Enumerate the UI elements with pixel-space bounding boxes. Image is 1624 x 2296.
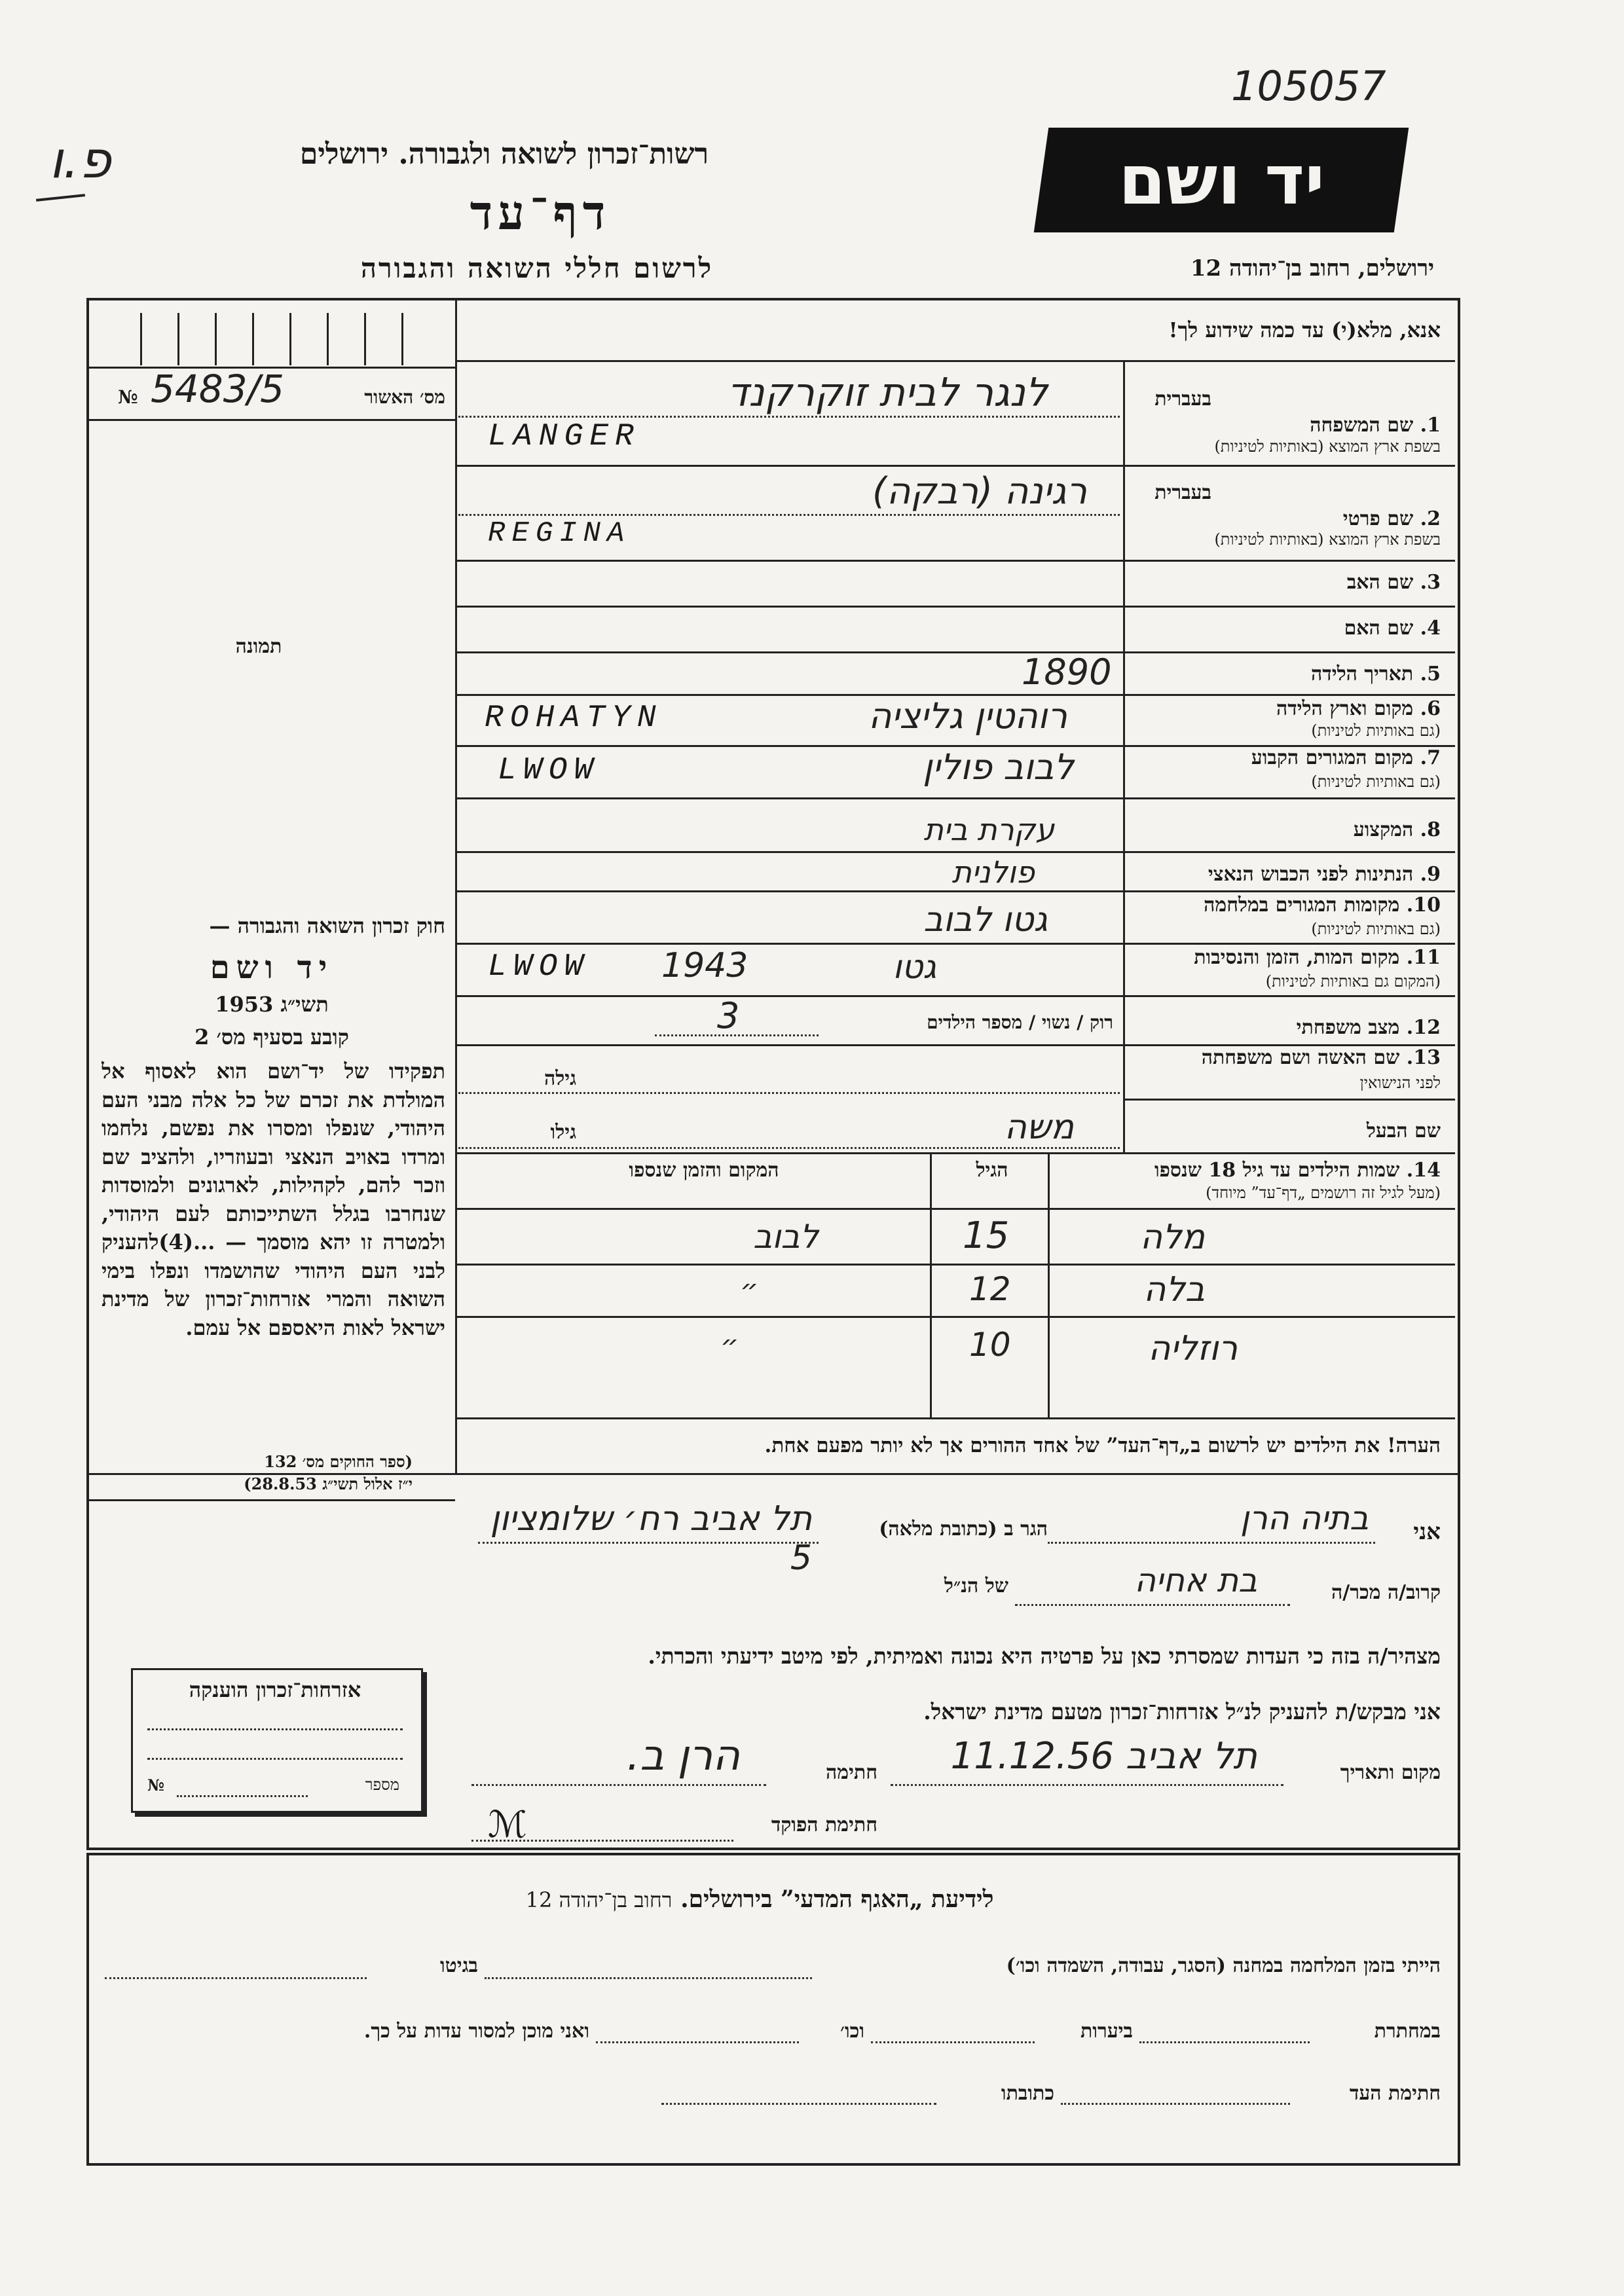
law-title: חוק זכרון השואה והגבורה — bbox=[209, 913, 445, 938]
children-row-rule-1 bbox=[455, 1264, 1455, 1266]
law-body: תפקידו של יד־ושם הוא לאסוף אל המולדת את זכרם של כל אלה מבני העם היהודי, שנפלו ומסרו את נפשם, נלחמו ומרדו באויב הנאצי ובעוזריו, ולהציב שם וזכר להם, לקהילות, לארגונים ולמוסדות שנחרבו בגלל השתייכותם לעם היהודי, ולמטרה זו יהא מוסמך — ...(4)להעניק לבני העם היהודי שהושמדו ונפלו בימי השואה והמרי אזרחות־זכרון של מדינת ישראל לאות היאספם אל עמם. bbox=[101, 1059, 445, 1340]
law-clause: קובע בסעיף מס׳ 2 bbox=[194, 1025, 349, 1049]
declaration-relation-line bbox=[1015, 1604, 1290, 1606]
field-12-label: 12. מצב משפחתי bbox=[1296, 1016, 1441, 1039]
declaration-relation[interactable]: בת אחיה bbox=[1134, 1561, 1257, 1599]
husband-value[interactable]: משה bbox=[1004, 1108, 1074, 1147]
footer-line1-dots-1 bbox=[485, 1977, 812, 1979]
declaration-signature-label: חתימה bbox=[826, 1761, 877, 1784]
field-6-sub: (גם באותיות לטיניות) bbox=[1311, 721, 1441, 740]
citizenship-title: אזרחות־זכרון הוענקה bbox=[189, 1677, 361, 1702]
archive-number: 105057 bbox=[1231, 62, 1386, 110]
declaration-signature-line bbox=[471, 1784, 766, 1786]
footer-line1-dots-2 bbox=[105, 1977, 367, 1979]
declaration-officer-line bbox=[471, 1840, 733, 1842]
citizenship-no-label: № bbox=[147, 1776, 165, 1795]
rule-8 bbox=[455, 851, 1455, 853]
children-row-rule-3 bbox=[455, 1417, 1455, 1419]
form-title: דף־עד bbox=[470, 185, 611, 240]
field-13-sub: לפני הנישואין bbox=[1359, 1074, 1441, 1092]
rule-3 bbox=[455, 606, 1455, 608]
children-note: (מעל לגיל זה רושמים „דף־עד” מיוחד) bbox=[1206, 1184, 1441, 1202]
field-6-latin-value[interactable]: ROHATYN bbox=[485, 701, 663, 736]
field-4-label: 4. שם האם bbox=[1344, 617, 1441, 640]
footer-line2-c: וכו׳ bbox=[840, 2020, 864, 2043]
child-3-place[interactable]: ״ bbox=[720, 1329, 739, 1362]
declaration-i-label: אני bbox=[1413, 1519, 1441, 1545]
rule-1 bbox=[455, 465, 1455, 467]
approval-label: מס׳ האשור bbox=[364, 386, 445, 408]
declaration-place-date-label: מקום ותאריך bbox=[1340, 1761, 1441, 1784]
form-subtitle: לרשום חללי השואה והגבורה bbox=[360, 252, 714, 284]
logo-text: יד ושם bbox=[1118, 140, 1325, 220]
field-2-sub: בשפת ארץ המוצא (באותיות לטיניות) bbox=[1214, 530, 1441, 549]
declaration-name-line bbox=[1048, 1542, 1375, 1544]
instructions: אנא, מלא(י) עד כמה שידוע לך! bbox=[1168, 318, 1441, 342]
field-2-hebrew-value[interactable]: רגינה (רבקה) bbox=[872, 470, 1087, 513]
husband-age-label: גילו bbox=[550, 1121, 576, 1144]
rule-14 bbox=[455, 1152, 1455, 1154]
child-1-place[interactable]: לבוב bbox=[753, 1218, 819, 1256]
child-1-age[interactable]: 15 bbox=[963, 1214, 1010, 1257]
children-col-age: הגיל bbox=[976, 1159, 1008, 1182]
remark: הערה! את הילדים יש לרשום ב„דף־העד” של אחד ההורים אך לא יותר מפעם אחת. bbox=[764, 1434, 1441, 1457]
field-13-line bbox=[458, 1092, 1120, 1094]
child-2-age[interactable]: 12 bbox=[969, 1270, 1011, 1308]
field-11-date-value[interactable]: 1943 bbox=[661, 946, 748, 985]
footer-line2-dots-1 bbox=[1139, 2041, 1310, 2043]
husband-label: שם הבעל bbox=[1366, 1120, 1441, 1142]
declaration-place-date-line bbox=[891, 1784, 1283, 1786]
field-11-sub: (המקום גם באותיות לטיניות) bbox=[1265, 972, 1441, 991]
field-7-sub: (גם באותיות לטיניות) bbox=[1311, 773, 1441, 791]
footer-line2-b: ביערות bbox=[1080, 2020, 1133, 2043]
rule-13 bbox=[1123, 1099, 1455, 1101]
declaration-signature[interactable]: הרן ב. bbox=[626, 1732, 740, 1780]
field-3-label: 3. שם האב bbox=[1346, 571, 1441, 594]
rule-top bbox=[455, 360, 1455, 362]
children-title: 14. שמות הילדים עד גיל 18 שנספו bbox=[1154, 1159, 1441, 1182]
field-11-latin-value[interactable]: LWOW bbox=[488, 949, 590, 985]
field-2-latin-value[interactable]: REGINA bbox=[488, 517, 631, 550]
code-boxes bbox=[105, 313, 439, 365]
corner-mark: פ.ו bbox=[49, 131, 111, 190]
declaration-address-line bbox=[478, 1542, 819, 1544]
citizenship-number-label: מספר bbox=[365, 1776, 399, 1794]
children-col-place: המקום והזמן שנספו bbox=[629, 1159, 779, 1182]
field-12-options: רוק / נשוי / מספר הילדים bbox=[927, 1011, 1113, 1033]
children-header-rule bbox=[455, 1208, 1455, 1210]
citizenship-line-1 bbox=[147, 1728, 403, 1730]
rule-9 bbox=[455, 890, 1455, 892]
approval-no-label: № bbox=[118, 386, 138, 408]
field-5-label: 5. תאריך הלידה bbox=[1311, 663, 1441, 685]
approval-number: 5483/5 bbox=[151, 367, 285, 411]
field-6-label: 6. מקום וארץ הלידה bbox=[1276, 697, 1441, 720]
children-row-rule-2 bbox=[455, 1316, 1455, 1318]
field-1-sub: בשפת ארץ המוצא (באותיות לטיניות) bbox=[1214, 437, 1441, 456]
field-7-latin-value[interactable]: LWOW bbox=[498, 753, 600, 788]
declaration-address-label: הגר ב (כתובת מלאה) bbox=[879, 1518, 1048, 1540]
field-11-label: 11. מקום המות, הזמן והנסיבות bbox=[1194, 946, 1441, 969]
declaration-relative-label: קרוב/ה מכר/ה bbox=[1331, 1581, 1441, 1604]
field-5-value[interactable]: 1890 bbox=[1022, 651, 1112, 693]
field-7-hebrew-value[interactable]: לבוב פולין bbox=[923, 746, 1074, 788]
label-divider bbox=[1123, 360, 1125, 1152]
field-7-label: 7. מקום המגורים הקבוע bbox=[1251, 746, 1441, 769]
address: ירושלים, רחוב בן־יהודה 12 bbox=[1190, 255, 1434, 282]
field-13-label: 13. שם האשה ושם משפחתה bbox=[1201, 1046, 1441, 1069]
rule-2 bbox=[455, 560, 1455, 562]
field-13-age-label: גילה bbox=[544, 1067, 576, 1090]
field-11-extra-value[interactable]: גטו bbox=[893, 948, 936, 986]
child-3-name[interactable]: רוזליה bbox=[1148, 1329, 1238, 1368]
field-10-sub: (גם באותיות לטיניות) bbox=[1311, 920, 1441, 938]
field-2-label: 2. שם פרטי bbox=[1342, 507, 1441, 530]
child-3-age[interactable]: 10 bbox=[969, 1326, 1011, 1364]
field-9-label: 9. הנתינות לפני הכבוש הנאצי bbox=[1208, 863, 1441, 886]
footer-line2-dots-3 bbox=[596, 2041, 799, 2043]
field-1-hebrew-value[interactable]: לנגר לבית זוקרקנד bbox=[727, 370, 1048, 416]
field-12-line bbox=[655, 1034, 819, 1036]
rule-7 bbox=[455, 797, 1455, 799]
authority-title: רשות־זכרון לשואה ולגבורה. ירושלים bbox=[299, 137, 709, 171]
approval-rule bbox=[86, 419, 455, 421]
photo-label: תמונה bbox=[235, 635, 282, 658]
field-2-lang: בעברית bbox=[1154, 481, 1211, 504]
declaration-officer-label: חתימת הפוקד bbox=[771, 1813, 877, 1836]
field-10-value[interactable]: גטו לבוב bbox=[923, 900, 1048, 939]
law-year: תשי״ג 1953 bbox=[215, 992, 329, 1017]
husband-line bbox=[458, 1147, 1120, 1149]
law-source-date: י״ז אלול תשי״ג 28.8.53) bbox=[244, 1474, 413, 1493]
field-9-value[interactable]: פולנית bbox=[951, 854, 1035, 890]
children-divider-2 bbox=[1048, 1152, 1050, 1417]
footer-line3-b: כתובתו bbox=[1001, 2082, 1054, 2105]
declaration-statement: מצהיר/ה בזה כי העדות שמסרתי כאן על פרטיה היא נכונה ואמיתית, לפי מיטב ידיעתי והכרתי. bbox=[648, 1643, 1441, 1669]
yad-vashem-logo bbox=[1034, 128, 1409, 232]
field-8-label: 8. המקצוע bbox=[1353, 818, 1441, 841]
children-divider-1 bbox=[930, 1152, 932, 1417]
law-box-bottom bbox=[86, 1499, 455, 1501]
child-2-name[interactable]: בלה bbox=[1143, 1270, 1205, 1309]
footer-line2-a: במחתרת bbox=[1374, 2020, 1441, 2043]
rule-11 bbox=[455, 995, 1455, 997]
child-2-place[interactable]: ״ bbox=[740, 1273, 759, 1307]
law-source: (ספר החוקים מס׳ 132 bbox=[264, 1452, 413, 1471]
footer-line1-b: בגיטו bbox=[439, 1954, 478, 1977]
footer-title: לידיעת „האגף המדעי” בירושלים. רחוב בן־יהודה 12 bbox=[525, 1886, 994, 1913]
field-1-label: 1. שם המשפחה bbox=[1310, 414, 1441, 437]
corner-mark-stroke bbox=[36, 194, 85, 202]
declaration-request: אני מבקש/ת להעניק לנ״ל אזרחות־זכרון מטעם מדינת ישראל. bbox=[923, 1699, 1441, 1724]
declaration-place-date[interactable]: תל אביב 11.12.56 bbox=[950, 1735, 1257, 1777]
field-10-label: 10. מקומות המגורים במלחמה bbox=[1204, 894, 1441, 917]
field-2-hebrew-line bbox=[458, 514, 1120, 516]
declaration-address[interactable]: תל אביב רח׳ שלומציון 5 bbox=[490, 1499, 812, 1578]
footer-line3-dots-1 bbox=[1061, 2103, 1290, 2105]
law-name: יד ושם bbox=[210, 949, 334, 986]
footer-line3-a: חתימת העד bbox=[1349, 2082, 1441, 2105]
field-1-lang: בעברית bbox=[1154, 388, 1211, 410]
declaration-of-label: של הנ״ל bbox=[944, 1575, 1008, 1597]
rule-4 bbox=[455, 651, 1455, 653]
column-divider bbox=[455, 298, 457, 1473]
citizenship-line-2 bbox=[147, 1758, 403, 1760]
field-1-latin-value[interactable]: LANGER bbox=[488, 419, 640, 454]
footer-line2-d: ואני מוכן למסור עדות על כך. bbox=[363, 2020, 589, 2043]
field-8-value[interactable]: עקרת בית bbox=[923, 812, 1054, 847]
field-12-value[interactable]: 3 bbox=[717, 995, 740, 1036]
child-1-name[interactable]: מלה bbox=[1140, 1218, 1205, 1257]
footer-line3-dots-2 bbox=[661, 2103, 936, 2105]
field-6-hebrew-value[interactable]: רוהטין גליציה bbox=[868, 695, 1067, 737]
officer-signature-mark: ℳ bbox=[488, 1804, 527, 1846]
field-1-hebrew-line bbox=[458, 416, 1120, 418]
footer-line2-dots-2 bbox=[871, 2041, 1035, 2043]
declaration-name[interactable]: בתיה הרן bbox=[1240, 1499, 1369, 1537]
footer-line1-a: הייתי בזמן המלחמה במחנה (הסגר, עבודה, השמדה וכו׳) bbox=[1006, 1954, 1441, 1977]
rule-10 bbox=[455, 943, 1455, 945]
citizenship-number-line bbox=[177, 1795, 308, 1797]
